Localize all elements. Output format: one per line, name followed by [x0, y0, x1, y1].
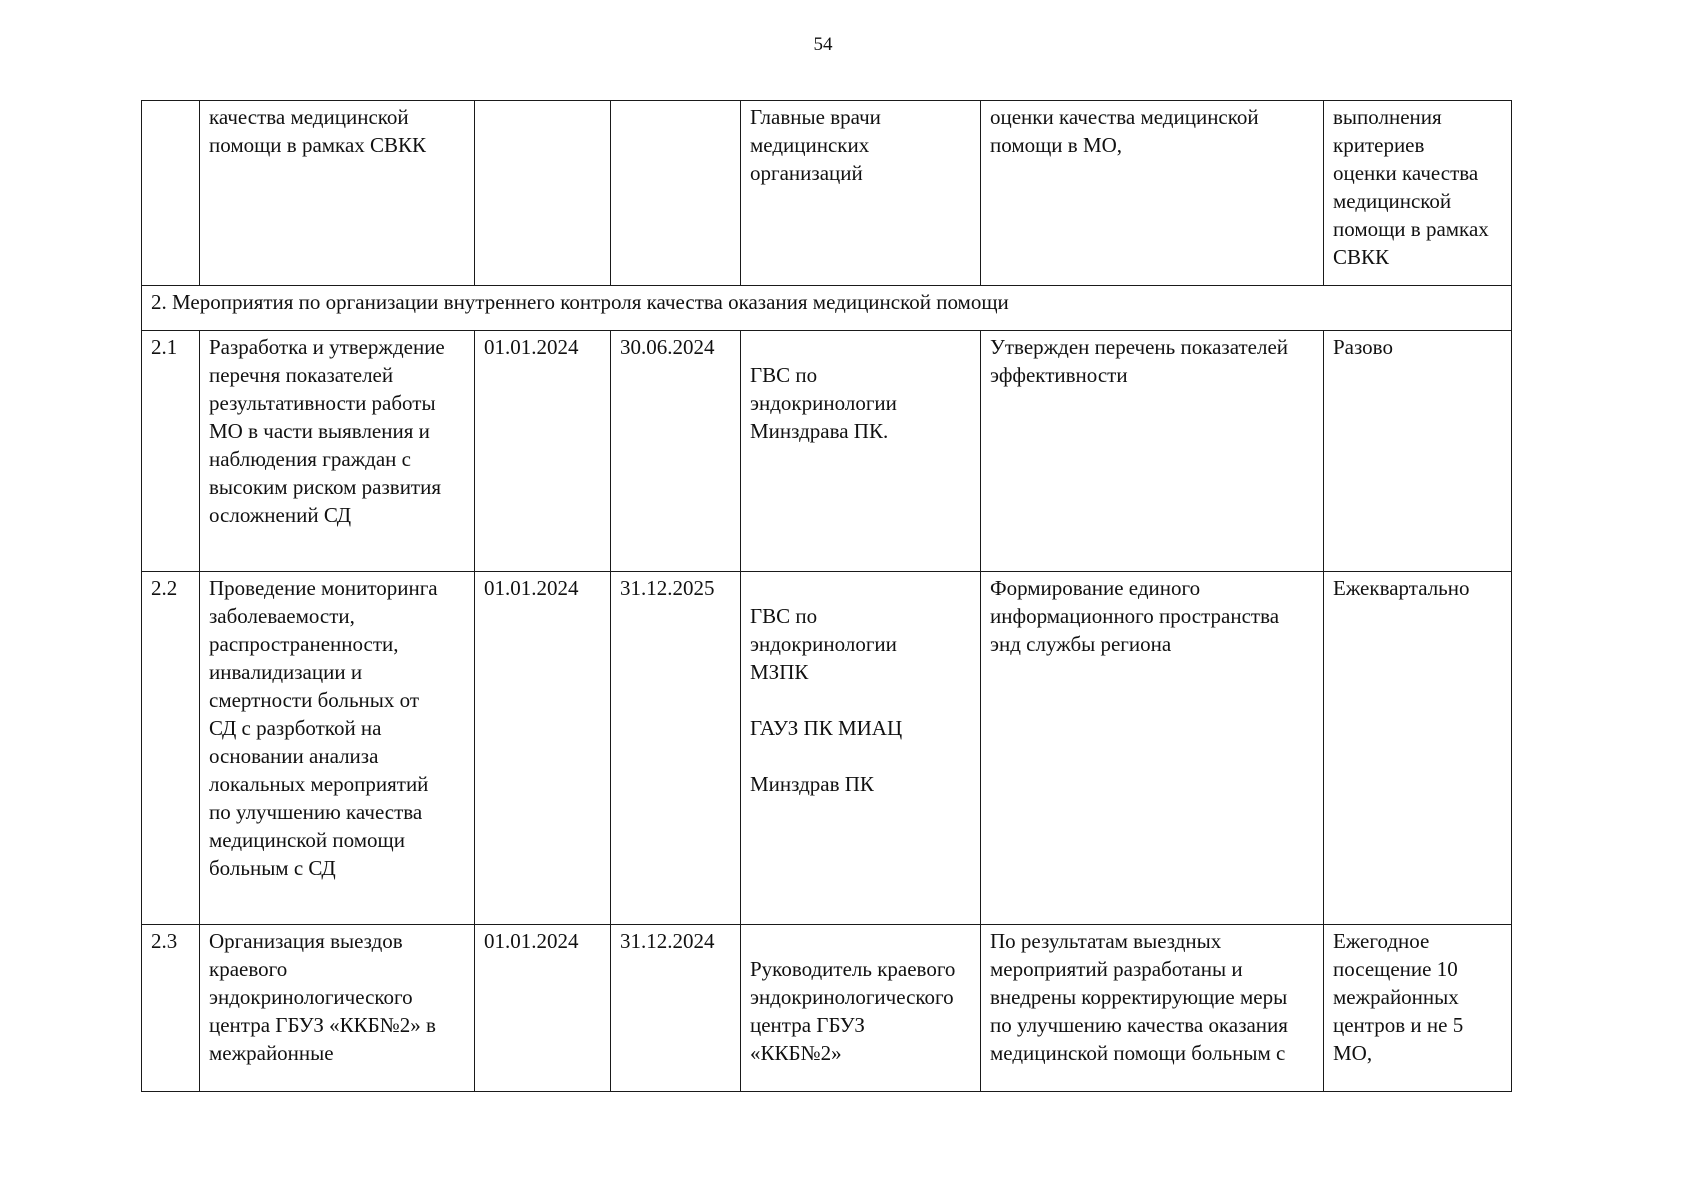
- cell-responsible: ГВС по эндокринологии МЗПК ГАУЗ ПК МИАЦ Минздрав ПК: [741, 572, 981, 925]
- table-row-continuation: [142, 101, 1512, 286]
- cell-result: Утвержден перечень показателей эффективности: [981, 331, 1324, 572]
- cell-start-date: [475, 101, 611, 286]
- cell-num: 2.2: [142, 572, 200, 925]
- table-row: [142, 925, 1512, 1092]
- cell-start-date: 01.01.2024: [475, 331, 611, 572]
- section-2-title: 2. Мероприятия по организации внутреннего контроля качества оказания медицинской помощи: [142, 286, 1512, 331]
- cell-responsible: Руководитель краевого эндокринологического центра ГБУЗ «ККБ№2»: [741, 925, 981, 1092]
- plan-table-container: [141, 100, 1512, 1092]
- cell-num: [142, 101, 200, 286]
- cell-measure: Разработка и утверждение перечня показателей результативности работы МО в части выявления и наблюдения граждан с высоким риском развития осложнений СД: [200, 331, 475, 572]
- cell-num: 2.3: [142, 925, 200, 1092]
- cell-frequency: выполнения критериев оценки качества медицинской помощи в рамках СВКК: [1324, 101, 1512, 286]
- cell-start-date: 01.01.2024: [475, 572, 611, 925]
- cell-responsible: Главные врачи медицинских организаций: [741, 101, 981, 286]
- page-number: 54: [813, 34, 833, 55]
- cell-frequency: Ежеквартально: [1324, 572, 1512, 925]
- section-heading-row: [142, 286, 1512, 331]
- cell-responsible: ГВС по эндокринологии Минздрава ПК.: [741, 331, 981, 572]
- table-row: [142, 572, 1512, 925]
- cell-result: Формирование единого информационного пространства энд службы региона: [981, 572, 1324, 925]
- cell-end-date: 31.12.2024: [611, 925, 741, 1092]
- cell-measure: Организация выездов краевого эндокринологического центра ГБУЗ «ККБ№2» в межрайонные: [200, 925, 475, 1092]
- cell-end-date: 31.12.2025: [611, 572, 741, 925]
- table-row: [142, 331, 1512, 572]
- cell-num: 2.1: [142, 331, 200, 572]
- cell-measure: качества медицинской помощи в рамках СВКК: [200, 101, 475, 286]
- cell-start-date: 01.01.2024: [475, 925, 611, 1092]
- cell-end-date: [611, 101, 741, 286]
- cell-result: оценки качества медицинской помощи в МО,: [981, 101, 1324, 286]
- cell-result: По результатам выездных мероприятий разработаны и внедрены корректирующие меры по улучшению качества оказания медицинской помощи больным с: [981, 925, 1324, 1092]
- plan-table: [141, 100, 1512, 1092]
- cell-frequency: Разово: [1324, 331, 1512, 572]
- cell-frequency: Ежегодное посещение 10 межрайонных центров и не 5 МО,: [1324, 925, 1512, 1092]
- cell-measure: Проведение мониторинга заболеваемости, распространенности, инвалидизации и смертности больных от СД с разрботкой на основании анализа локальных мероприятий по улучшению качества медицинской помощи больным с СД: [200, 572, 475, 925]
- cell-end-date: 30.06.2024: [611, 331, 741, 572]
